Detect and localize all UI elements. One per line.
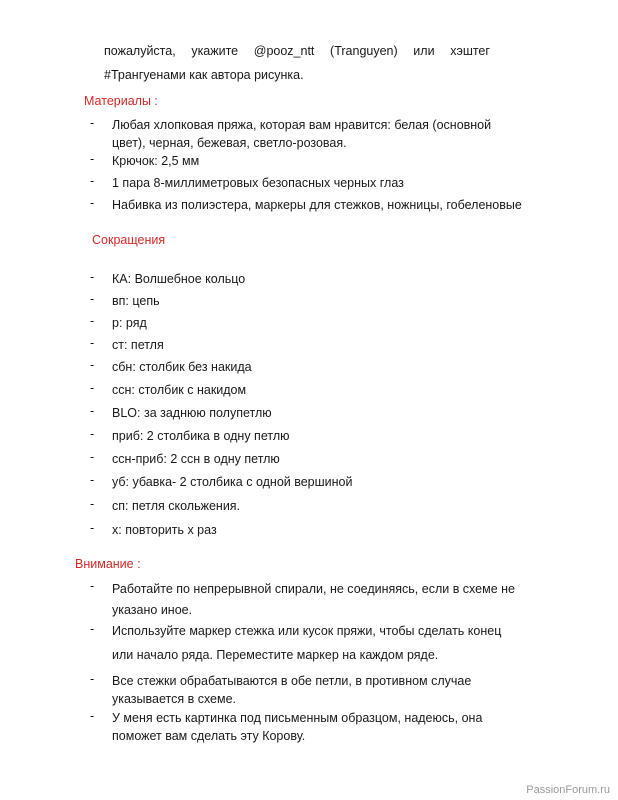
- list-item-text: Работайте по непрерывной спирали, не соединяясь, если в схеме не указано иное.: [112, 582, 515, 617]
- bullet-dash: -: [90, 709, 95, 723]
- list-item-text: сп: петля скольжения.: [112, 499, 241, 513]
- list-item-text: ссн: столбик с накидом: [112, 383, 247, 397]
- bullet-dash: -: [90, 473, 95, 487]
- list-item-text: Крючок: 2,5 мм: [112, 154, 200, 168]
- bullet-dash: -: [90, 336, 95, 350]
- list-item-text: BLO: за заднюю полупетлю: [112, 406, 272, 420]
- bullet-dash: -: [90, 314, 95, 328]
- materials-heading: Материалы :: [84, 94, 158, 108]
- watermark: PassionForum.ru: [526, 784, 610, 796]
- bullet-dash: -: [90, 116, 95, 130]
- list-item-text: сбн: столбик без накида: [112, 360, 252, 374]
- list-item-text: ссн-приб: 2 ссн в одну петлю: [112, 452, 280, 466]
- bullet-dash: -: [90, 521, 95, 535]
- bullet-dash: -: [90, 450, 95, 464]
- list-item-text: уб: убавка- 2 столбика с одной вершиной: [112, 475, 353, 489]
- bullet-dash: -: [90, 622, 95, 636]
- list-item-text: 1 пара 8-миллиметровых безопасных черных глаз: [112, 176, 404, 190]
- list-item-text: р: ряд: [112, 316, 147, 330]
- bullet-dash: -: [90, 292, 95, 306]
- list-item-text: Все стежки обрабатываются в обе петли, в противном случае указывается в схеме.: [112, 674, 472, 706]
- intro-word: пожалуйста,: [104, 44, 176, 58]
- bullet-dash: -: [90, 358, 95, 372]
- intro-word: (Tranguyen): [330, 44, 398, 58]
- attention-heading: Внимание :: [75, 557, 141, 571]
- intro-word: укажите: [191, 44, 239, 58]
- intro-line-2: #Трангуенами как автора рисунка.: [104, 68, 304, 82]
- list-item-text: Набивка из полиэстера, маркеры для стежков, ножницы, гобеленовые: [112, 198, 522, 212]
- bullet-dash: -: [90, 497, 95, 511]
- bullet-dash: -: [90, 152, 95, 166]
- intro-word: хэштег: [450, 44, 490, 58]
- bullet-dash: -: [90, 381, 95, 395]
- intro-line-1: [104, 44, 490, 58]
- list-item-text: ст: петля: [112, 338, 164, 352]
- bullet-dash: -: [90, 270, 95, 284]
- list-item-text: У меня есть картинка под письменным образцом, надеюсь, она поможет вам сделать эту Корову.: [112, 711, 483, 743]
- list-item-text: вп: цепь: [112, 294, 160, 308]
- abbreviations-heading: Сокращения: [92, 233, 166, 247]
- bullet-dash: -: [90, 579, 95, 593]
- bullet-dash: -: [90, 196, 95, 210]
- list-item-text: х: повторить х раз: [112, 523, 217, 537]
- bullet-dash: -: [90, 174, 95, 188]
- list-item-text: приб: 2 столбика в одну петлю: [112, 429, 290, 443]
- intro-word: @pooz_ntt: [253, 44, 315, 58]
- list-item-text: КА: Волшебное кольцо: [112, 272, 246, 286]
- intro-word: или: [413, 44, 435, 58]
- list-item-text: Любая хлопковая пряжа, которая вам нравится: белая (основной цвет), черная, бежевая, светло-розовая.: [112, 118, 492, 150]
- bullet-dash: -: [90, 427, 95, 441]
- bullet-dash: -: [90, 404, 95, 418]
- list-item-text: Используйте маркер стежка или кусок пряжи, чтобы сделать конец или начало ряда. Переместите маркер на каждом ряде.: [112, 624, 502, 662]
- bullet-dash: -: [90, 672, 95, 686]
